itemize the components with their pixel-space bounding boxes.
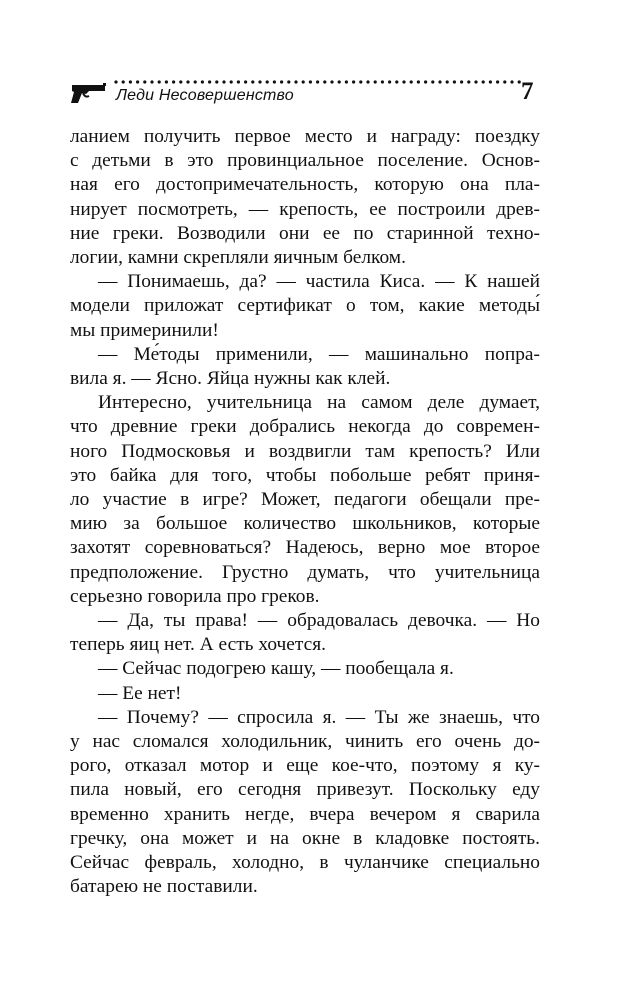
rule-dot [309, 80, 312, 83]
rule-dot [417, 80, 420, 83]
running-title: Леди Несовершенство [116, 87, 294, 104]
text-line: пила новый, его сегодня привезут. Поскольку еду [70, 779, 540, 801]
text-line: модели приложат сертификат о том, какие методы́ [70, 295, 540, 317]
rule-dot [424, 80, 427, 83]
text-line: мы примеринили! [70, 319, 219, 341]
rule-dot [330, 80, 333, 83]
rule-dot [150, 80, 153, 83]
rule-dot [143, 80, 146, 83]
rule-dot [186, 80, 189, 83]
text-line: гречку, она может и на окне в кладовке постоять. [70, 827, 540, 849]
text-line: ло участие в игре? Может, педагоги обещали пре- [70, 489, 540, 511]
rule-dot [251, 80, 254, 83]
pistol-icon [70, 82, 110, 104]
rule-dot [352, 80, 355, 83]
rule-dot [438, 80, 441, 83]
rule-dot [287, 80, 290, 83]
rule-dot [489, 80, 492, 83]
rule-dot [482, 80, 485, 83]
rule-dot [230, 80, 233, 83]
rule-dot [395, 80, 398, 83]
page-body [70, 125, 540, 900]
rule-dot [345, 80, 348, 83]
rule-dot [194, 80, 197, 83]
text-line: мию за большое количество школьников, которые [70, 513, 540, 535]
rule-dot [316, 80, 319, 83]
text-line: вила я. — Ясно. Яйца нужны как клей. [70, 368, 391, 390]
rule-dot [374, 80, 377, 83]
rule-dot [453, 80, 456, 83]
text-line: — Почему? — спросила я. — Ты же знаешь, что [98, 706, 540, 728]
text-line: ние греки. Возводили они ее по старинной техно- [70, 222, 540, 244]
text-line: — Ее нет! [98, 682, 182, 704]
text-line: Интересно, учительница на самом деле думает, [98, 392, 540, 414]
text-line: ная его достопримечательность, которую она пла- [70, 174, 540, 196]
rule-dot [172, 80, 175, 83]
text-line: временно хранить негде, вчера вечером я сварила [70, 803, 540, 825]
rule-dot [122, 80, 125, 83]
rule-dot [136, 80, 139, 83]
text-line: ланием получить первое место и награду: поездку [70, 126, 540, 147]
text-line: с детьми в это провинциальное поселение. Основ- [70, 150, 540, 172]
rule-dot [503, 80, 506, 83]
rule-dot [244, 80, 247, 83]
rule-dot [280, 80, 283, 83]
rule-dot [496, 80, 499, 83]
running-header [70, 74, 540, 114]
rule-dot [302, 80, 305, 83]
rule-dot [388, 80, 391, 83]
text-line: — Сейчас подогрею кашу, — пообещала я. [98, 658, 454, 680]
text-line: рого, отказал мотор и еще кое-что, поэтому я ку- [70, 755, 540, 777]
text-line: логии, камни скрепляли яичным белком. [70, 247, 406, 269]
rule-dot [165, 80, 168, 83]
rule-dot [294, 80, 297, 83]
rule-dot [208, 80, 211, 83]
rule-dot [114, 80, 117, 83]
text-line: захотят соревноваться? Надеюсь, верно мое второе [70, 537, 540, 559]
text-line: — Ме́тоды применили, — машинально попра- [98, 343, 540, 365]
rule-dot [381, 80, 384, 83]
rule-dot [237, 80, 240, 83]
rule-dot [215, 80, 218, 83]
text-line: нирует посмотреть, — крепость, ее построили древ- [70, 198, 540, 220]
text-line: ного Подмосковья и воздвигли там крепость? Или [70, 440, 540, 462]
rule-dot [410, 80, 413, 83]
rule-dot [338, 80, 341, 83]
text-line: это байка для того, чтобы побольше ребят приня- [70, 464, 540, 486]
text-line: батарею не поставили. [70, 876, 258, 898]
rule-dot [222, 80, 225, 83]
rule-dot [366, 80, 369, 83]
rule-dot [460, 80, 463, 83]
text-line: что древние греки добрались некогда до современ- [70, 416, 540, 438]
rule-dot [158, 80, 161, 83]
rule-dot [129, 80, 132, 83]
text-line: теперь яиц нет. А есть хочется. [70, 634, 326, 656]
rule-dot [266, 80, 269, 83]
text-line: — Да, ты права! — обрадовалась девочка. — Но [98, 610, 540, 632]
rule-dot [467, 80, 470, 83]
rule-dot [474, 80, 477, 83]
rule-dot [359, 80, 362, 83]
rule-dot [446, 80, 449, 83]
rule-dot [510, 80, 513, 83]
rule-dot [273, 80, 276, 83]
text-line: — Понимаешь, да? — частила Киса. — К нашей [98, 271, 540, 293]
dotted-rule [114, 78, 526, 86]
rule-dot [201, 80, 204, 83]
rule-dot [431, 80, 434, 83]
text-line: предположение. Грустно думать, что учительница [70, 561, 540, 583]
rule-dot [323, 80, 326, 83]
text-line: серьезно говорила про греков. [70, 585, 320, 607]
rule-dot [258, 80, 261, 83]
page-number: 7 [521, 78, 534, 105]
rule-dot [179, 80, 182, 83]
text-line: Сейчас февраль, холодно, в чуланчике специально [70, 852, 540, 874]
text-line: у нас сломался холодильник, чинить его очень до- [70, 731, 540, 753]
rule-dot [402, 80, 405, 83]
